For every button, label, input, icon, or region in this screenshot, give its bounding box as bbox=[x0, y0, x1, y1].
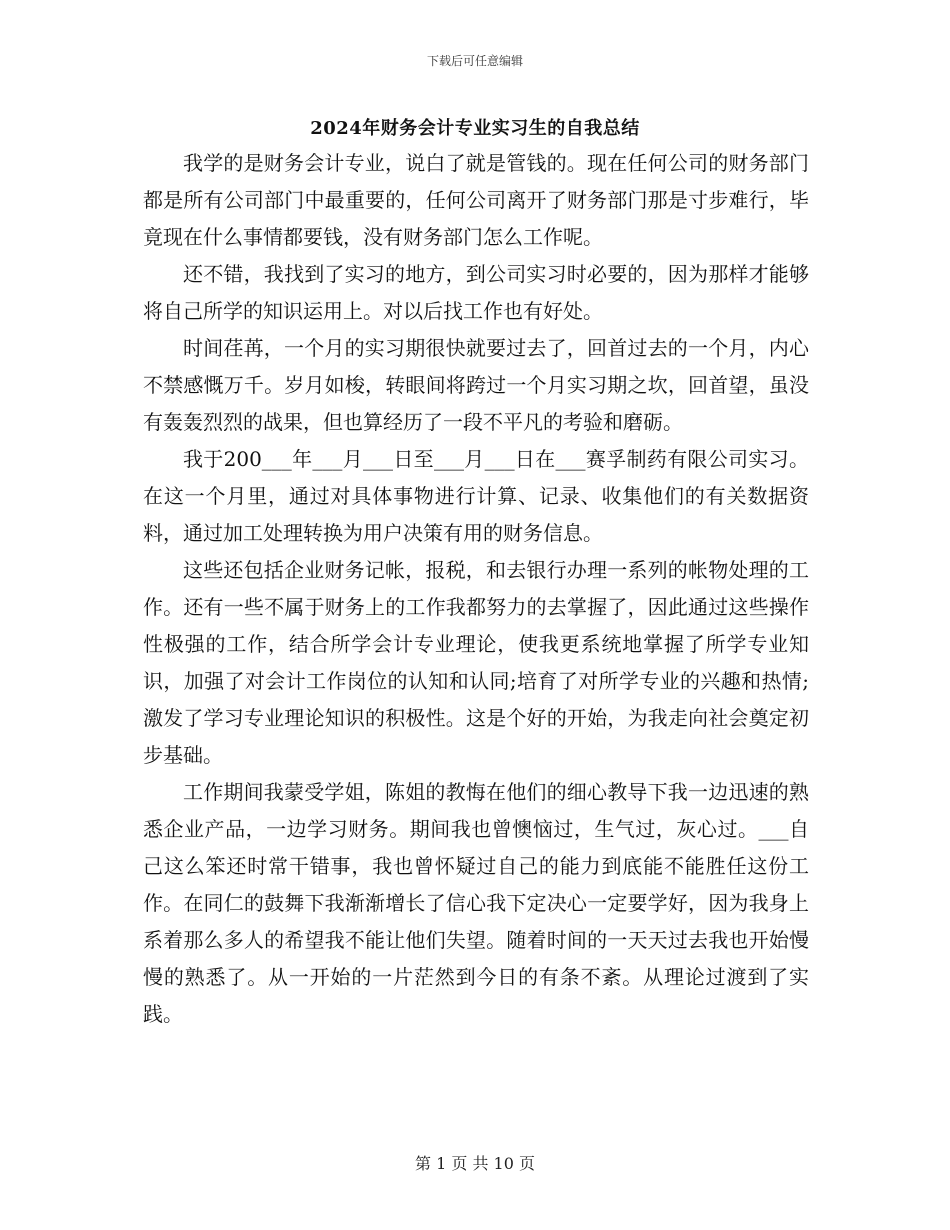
paragraph-2: 还不错，我找到了实习的地方，到公司实习时必要的，因为那样才能够将自己所学的知识运用上。对以后找工作也有好处。 bbox=[143, 262, 809, 323]
paragraph-5: 这些还包括企业财务记帐，报税，和去银行办理一系列的帐物处理的工作。还有一些不属于财务上的工作我都努力的去掌握了，因此通过这些操作性极强的工作，结合所学会计专业理论，使我更系统地掌握了所学专业知识，加强了对会计工作岗位的认知和认同;培育了对所学专业的兴趣和热情;激发了学习专业理论知识的积极性。这是个好的开始，为我走向社会奠定初步基础。 bbox=[143, 558, 809, 767]
page-header-note: 下载后可任意编辑 bbox=[426, 54, 523, 68]
document-title: 2024年财务会计专业实习生的自我总结 bbox=[310, 118, 640, 139]
paragraph-3: 时间荏苒，一个月的实习期很快就要过去了，回首过去的一个月，内心不禁感慨万千。岁月如梭，转眼间将跨过一个月实习期之坎，回首望，虽没有轰轰烈烈的战果，但也算经历了一段不平凡的考验和磨砺。 bbox=[143, 336, 809, 434]
page-number-footer: 第 1 页 共 10 页 bbox=[415, 1154, 535, 1173]
document-body bbox=[143, 145, 809, 1033]
paragraph-6: 工作期间我蒙受学姐，陈姐的教悔在他们的细心教导下我一边迅速的熟悉企业产品，一边学习财务。期间我也曾懊恼过，生气过，灰心过。___自己这么笨还时常干错事，我也曾怀疑过自己的能力到底能不能胜任这份工作。在同仁的鼓舞下我渐渐增长了信心我下定决心一定要学好，因为我身上系着那么多人的希望我不能让他们失望。随着时间的一天天过去我也开始慢慢的熟悉了。从一开始的一片茫然到今日的有条不紊。从理论过渡到了实践。 bbox=[143, 780, 809, 1026]
paragraph-1: 我学的是财务会计专业，说白了就是管钱的。现在任何公司的财务部门都是所有公司部门中最重要的，任何公司离开了财务部门那是寸步难行，毕竟现在什么事情都要钱，没有财务部门怎么工作呢。 bbox=[143, 151, 809, 249]
paragraph-4: 我于200___年___月___日至___月___日在___赛孚制药有限公司实习。在这一个月里，通过对具体事物进行计算、记录、收集他们的有关数据资料，通过加工处理转换为用户决策有用的财务信息。 bbox=[143, 447, 809, 545]
